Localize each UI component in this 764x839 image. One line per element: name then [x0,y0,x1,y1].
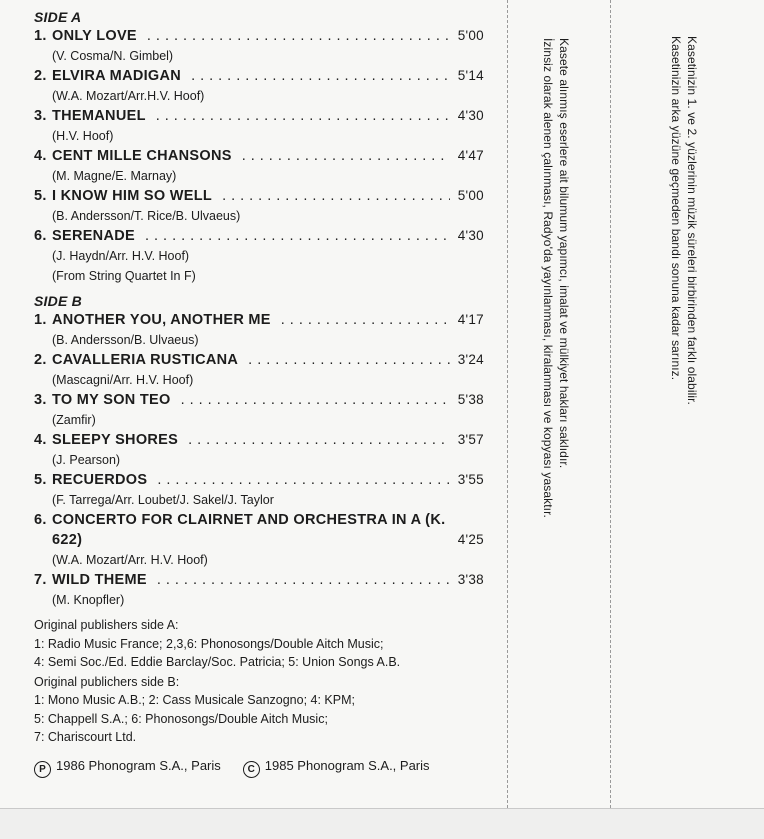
track-credit: (M. Magne/E. Marnay) [52,169,177,183]
leader-dots [157,570,450,590]
track-item [34,470,484,510]
leader-dots [157,470,450,490]
publishers-line: 1: Mono Music A.B.; 2: Cass Musicale Sanzogno; 4: KPM; [34,693,355,707]
phonogram-copyright-text: 1986 Phonogram S.A., Paris [56,757,221,773]
publishers-heading: Original publishers side A: [34,618,179,632]
track-title-continued: 622) [52,532,83,548]
track-head [34,106,484,126]
track-credit: (B. Andersson/B. Ulvaeus) [52,333,199,347]
publishers-side-a [34,616,484,672]
track-head [34,390,484,410]
track-head [34,570,484,590]
track-number: 1. [34,312,47,328]
track-duration: 4'25 [457,532,484,547]
track-duration: 5'00 [457,188,484,203]
track-number: 3. [34,392,47,408]
leader-dots [156,106,450,126]
track-credit: (B. Andersson/T. Rice/B. Ulvaeus) [52,209,241,223]
leader-dots [147,26,450,46]
c-copyright [243,758,430,778]
fold-line-1 [507,0,508,808]
track-title: CENT MILLE CHANSONS [52,148,232,164]
side-b-last-track [34,570,484,610]
track-head [34,310,484,330]
track-duration: 3'24 [457,352,484,367]
track-credit: (J. Haydn/Arr. H.V. Hoof) [52,249,190,263]
legal-notice-line-2: İzinsiz olarak alenen çalınması, Radyo'da yayınlanması, kiralanması ve kopyası yasaktır. [541,38,555,518]
track-credit: (H.V. Hoof) [52,129,114,143]
track-duration: 5'00 [457,28,484,43]
track-credit: (From String Quartet In F) [52,269,196,283]
side-a-label: SIDE A [34,9,82,25]
leader-dots [191,66,450,86]
tracklist-panel [34,8,484,778]
leader-dots [188,430,450,450]
track-head [34,350,484,370]
track-title: ONLY LOVE [52,28,137,44]
track-duration: 4'47 [457,148,484,163]
track-credit: (J. Pearson) [52,453,121,467]
track-duration: 4'30 [457,108,484,123]
leader-dots [248,350,450,370]
side-b-label: SIDE B [34,293,82,309]
track-number: 4. [34,148,47,164]
track-credit: (M. Knopfler) [52,593,125,607]
track-head [34,26,484,46]
p-circle-icon: P [34,761,51,778]
track-number: 6. [34,512,47,528]
track-number: 2. [34,352,47,368]
leader-dots [222,186,450,206]
track-head [34,226,484,246]
publishers-line: 1: Radio Music France; 2,3,6: Phonosongs/Double Aitch Music; [34,636,384,651]
track-number: 5. [34,472,47,488]
c-copyright-text: 1985 Phonogram S.A., Paris [264,757,430,773]
track-number: 4. [34,432,47,448]
track-credit: (W.A. Mozart/Arr.H.V. Hoof) [52,89,205,103]
legal-notice-line-1: Kasete alınmış eserlere ait bilumum yapımcı, imalat ve mülkiyet hakları saklıdır. [557,38,571,469]
side-b-tracklist [34,310,484,510]
track-number: 1. [34,28,47,44]
track-duration: 5'14 [457,68,484,83]
track-head [34,186,484,206]
fold-line-2 [610,0,611,808]
track-title: THEMANUEL [52,108,146,124]
track-duration: 3'38 [457,572,484,587]
track-title: RECUERDOS [52,472,148,488]
track-title: I KNOW HIM SO WELL [52,188,213,204]
track-item [34,106,484,146]
copyright-line [34,758,484,778]
track-head [34,430,484,450]
publishers-line: 7: Chariscourt Ltd. [34,730,137,744]
track-number: 5. [34,188,47,204]
track-item [34,350,484,390]
track-item [34,146,484,186]
track-title: SERENADE [52,228,135,244]
cassette-notice-line-2: Kasetinizin arka yüzüne geçmeden bandı sonuna kadar sarınız. [669,36,683,381]
publishers-line: 4: Semi Soc./Ed. Eddie Barclay/Soc. Patricia; 5: Union Songs A.B. [34,655,401,669]
bottom-strip [0,808,764,839]
publishers-heading: Original publichers side B: [34,674,180,689]
phonogram-copyright [34,758,221,778]
c-circle-icon: C [243,761,260,778]
track-item [34,570,484,610]
track-duration: 3'55 [457,472,484,487]
track-item [34,186,484,226]
track-head [34,146,484,166]
leader-dots [145,226,450,246]
track-number: 2. [34,68,47,84]
track-item [34,390,484,430]
track-head [34,66,484,86]
track-duration: 5'38 [457,392,484,407]
track-item [34,66,484,106]
track-credit: (W.A. Mozart/Arr. H.V. Hoof) [52,553,208,567]
publishers-line: 5: Chappell S.A.; 6: Phonosongs/Double Aitch Music; [34,711,328,726]
track-item [34,310,484,350]
publishers-side-b [34,673,484,747]
track-title: ANOTHER YOU, ANOTHER ME [52,312,271,328]
track-credit: (Zamfir) [52,413,96,427]
track-credit: (F. Tarrega/Arr. Loubet/J. Sakel/J. Taylor [52,493,274,507]
track-number: 7. [34,572,47,588]
track-number: 6. [34,228,47,244]
track-head [34,470,484,490]
track-title: CONCERTO FOR CLAIRNET AND ORCHESTRA IN A (K. [52,512,446,528]
cassette-notice-line-1: Kasetinizin 1. ve 2. yüzlerinin müzik süreleri birbirinden farklı olabilir. [685,36,699,405]
side-a-tracklist [34,26,484,286]
track-duration: 3'57 [457,432,484,447]
track-title: CAVALLERIA RUSTICANA [52,352,239,368]
track-item [34,510,484,570]
track-item [34,226,484,286]
track-item [34,430,484,470]
leader-dots [181,390,450,410]
track-duration: 4'30 [457,228,484,243]
track-title: SLEEPY SHORES [52,432,179,448]
leader-dots [242,146,450,166]
track-title: WILD THEME [52,572,147,588]
track-title: TO MY SON TEO [52,392,171,408]
leader-dots [281,310,450,330]
track-title: ELVIRA MADIGAN [52,68,182,84]
track-item [34,26,484,66]
track-duration: 4'17 [457,312,484,327]
track-credit: (Mascagni/Arr. H.V. Hoof) [52,373,194,387]
track-credit: (V. Cosma/N. Gimbel) [52,49,174,63]
track-number: 3. [34,108,47,124]
